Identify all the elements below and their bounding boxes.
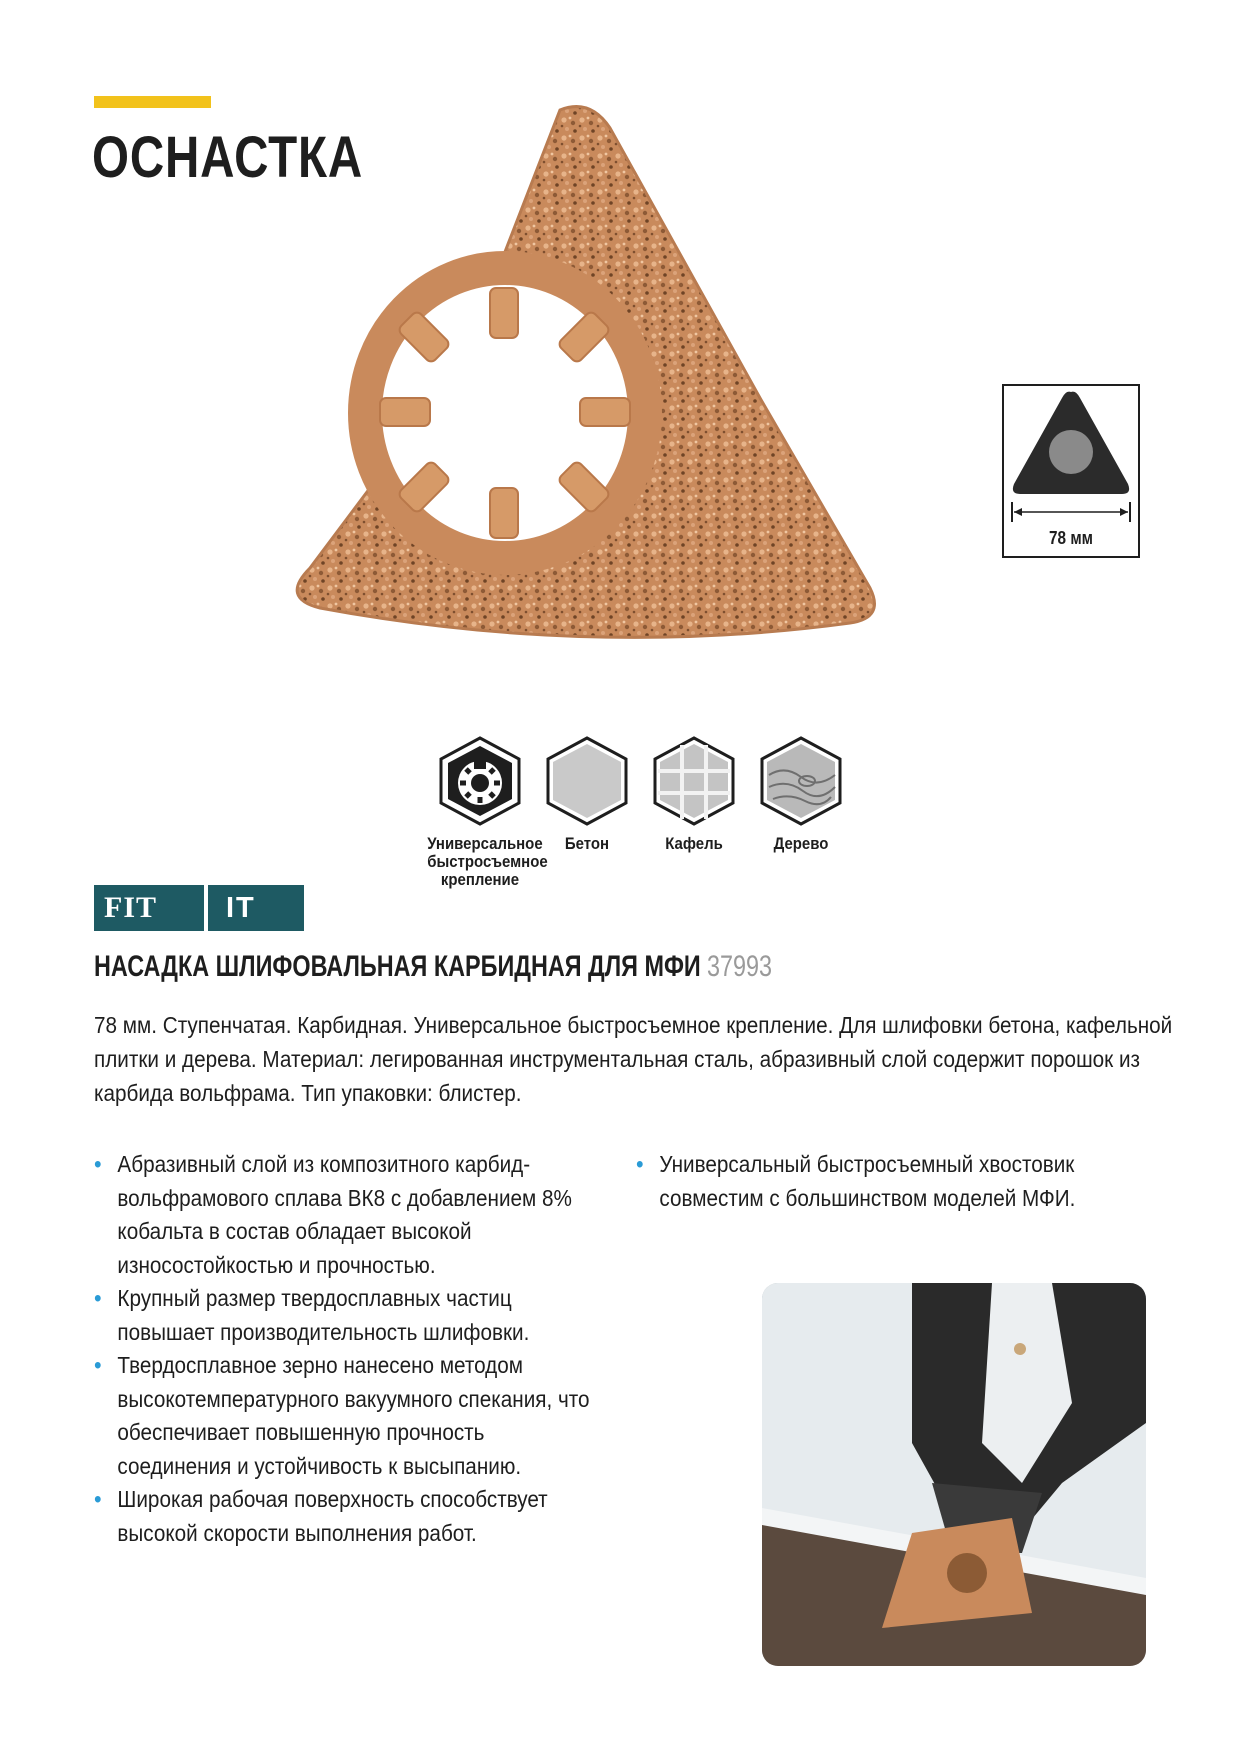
feature-label: Бетон — [564, 834, 610, 853]
feature-label: Кафель — [665, 834, 723, 853]
list-item: • Твердосплавное зерно нанесено методом высокотемпературного вакуумного спекания, что обеспечивает повышенную прочность соединения и устойчивость к высыпанию. — [94, 1349, 598, 1483]
triangle-pad-icon — [1004, 386, 1138, 526]
product-title — [94, 950, 772, 984]
feature-wood — [741, 735, 861, 853]
usage-photo — [762, 1283, 1146, 1666]
brand-logo — [94, 885, 304, 931]
brand-fit-text: FIT — [104, 891, 158, 924]
accent-bar — [94, 96, 211, 108]
quick-mount-icon — [434, 735, 526, 827]
product-image — [290, 98, 970, 708]
list-item: • Крупный размер твердосплавных частиц повышает производительность шлифовки. — [94, 1282, 598, 1349]
feature-label: Дерево — [773, 834, 829, 853]
list-item: • Широкая рабочая поверхность способствует высокой скорости выполнения работ. — [94, 1483, 598, 1550]
wood-icon — [755, 735, 847, 827]
product-description: 78 мм. Ступенчатая. Карбидная. Универсальное быстросъемное крепление. Для шлифовки бетона, кафельной плитки и дерева. Материал: легированная инструментальная сталь, абразивный слой содержит порошок из карбида вольфрама. Тип упаковки: блистер. — [94, 1012, 1173, 1106]
dimension-badge — [1002, 384, 1140, 558]
feature-list-right — [636, 1148, 1140, 1215]
feature-quick-mount — [420, 735, 548, 889]
feature-concrete — [527, 735, 647, 853]
dimension-label: 78 мм — [1049, 528, 1093, 548]
list-item: • Абразивный слой из композитного карбид-вольфрамового сплава ВК8 с добавлением 8% кобальта в состав обладает высокой износостойкостью и прочностью. — [94, 1148, 598, 1282]
feature-list-left — [94, 1148, 598, 1550]
brand-it-text: IT — [226, 892, 256, 924]
list-item: • Универсальный быстросъемный хвостовик совместим с большинством моделей МФИ. — [636, 1148, 1140, 1215]
concrete-icon — [541, 735, 633, 827]
feature-tile — [634, 735, 754, 853]
product-sku: 37993 — [706, 950, 773, 983]
feature-label: Универсальное быстросъемное крепление — [427, 834, 548, 889]
brand-separator — [204, 885, 208, 931]
feature-icons — [420, 735, 860, 895]
section-title: ОСНАСТКА — [92, 125, 363, 190]
product-name: НАСАДКА ШЛИФОВАЛЬНАЯ КАРБИДНАЯ ДЛЯ МФИ — [94, 950, 701, 983]
tile-icon — [648, 735, 740, 827]
